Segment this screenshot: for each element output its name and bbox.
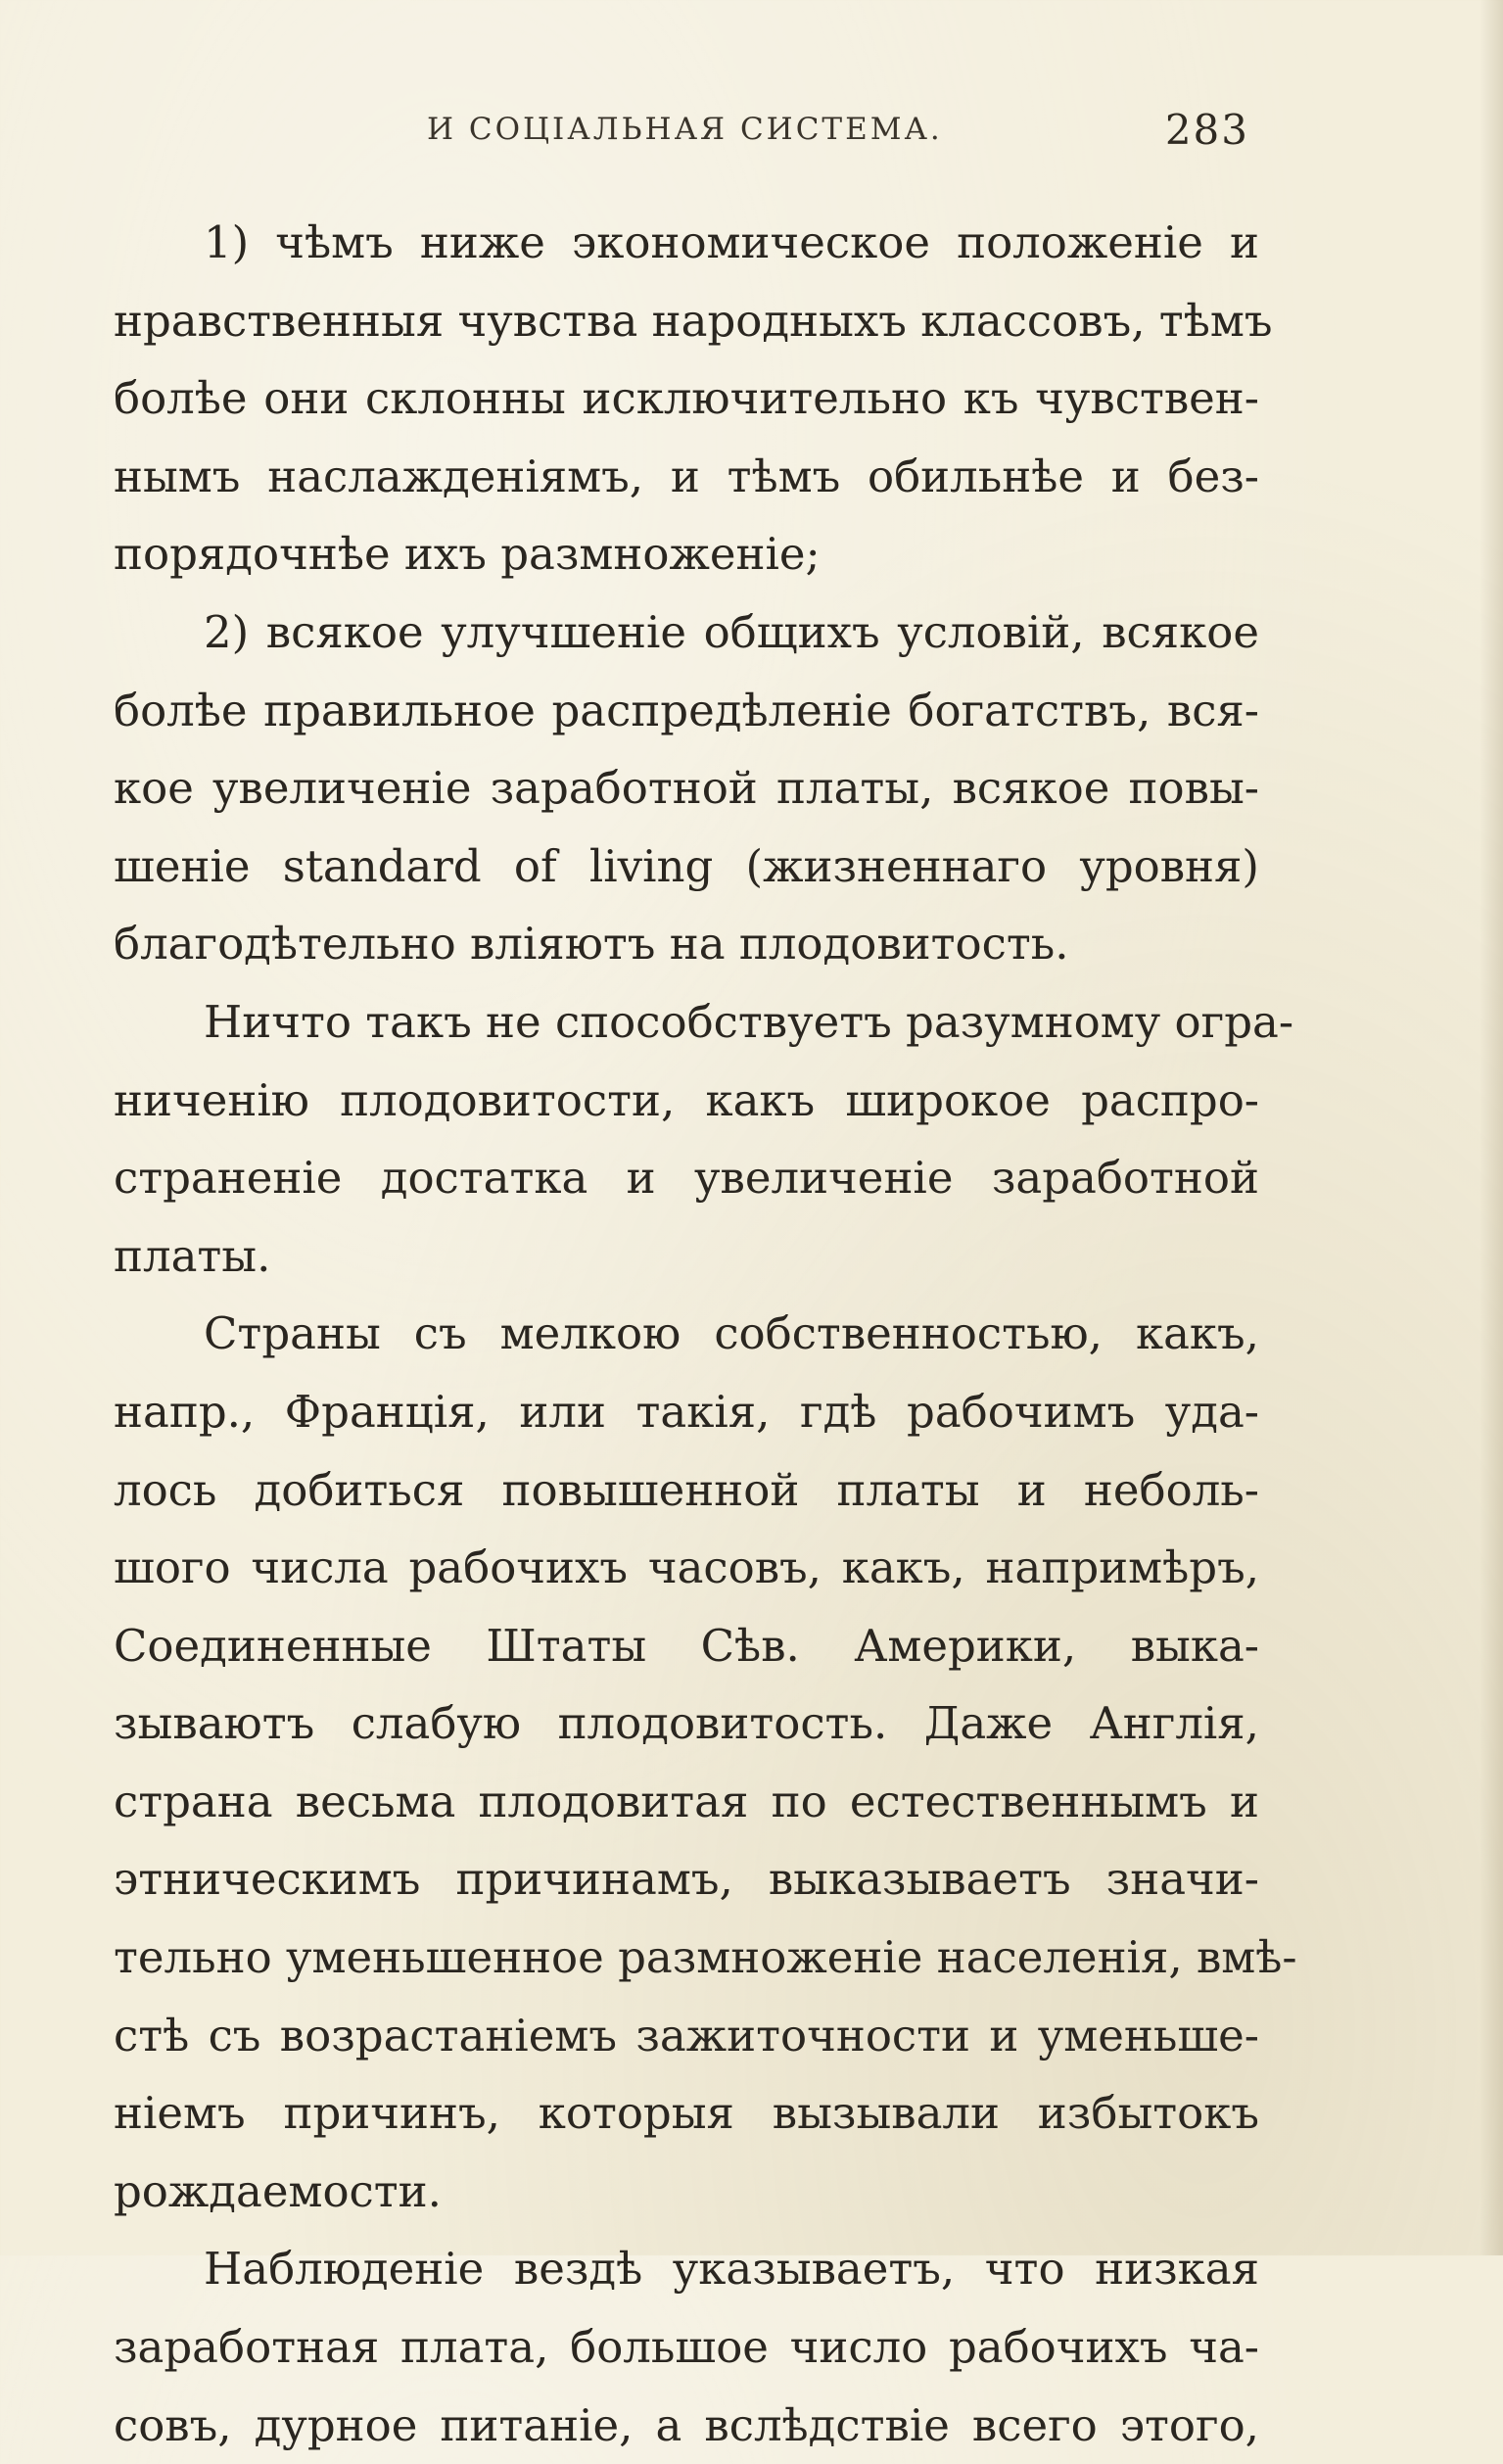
text-line: Соединенные Штаты Сѣв. Америки, выка- <box>114 1619 1259 1672</box>
text-line: благодѣтельно вліяютъ на плодовитость. <box>114 918 1069 971</box>
text-line: напр., Францiя, или такія, гдѣ рабочимъ уда- <box>114 1385 1259 1438</box>
text-line: рождаемости. <box>114 2164 442 2217</box>
text-line: тельно уменьшенное размноженіе населенія, вмѣ- <box>114 1931 1297 1984</box>
text-line: нравственныя чувства народныхъ классовъ, тѣмъ <box>114 294 1273 347</box>
text-line: заработная плата, большое число рабочихъ ча- <box>114 2321 1259 2374</box>
text-line: Наблюденіе вездѣ указываетъ, что низкая <box>204 2243 1259 2296</box>
page-number: 283 <box>1164 106 1249 154</box>
text-line: платы. <box>114 1229 271 1282</box>
text-line: болѣе правильное распредѣленіе богатствъ, вся- <box>114 684 1259 736</box>
paragraph-1 <box>114 204 1273 593</box>
text-line: 2) всякое улучшеніе общихъ условій, всякое <box>204 605 1259 658</box>
text-line: совъ, дурное питаніе, а вслѣдствіе всего этого, <box>114 2398 1259 2451</box>
text-line: 1) чѣмъ ниже экономическое положеніе и <box>204 216 1259 268</box>
paragraph-2 <box>114 593 1259 983</box>
text-line: лось добиться повышенной платы и неболь- <box>114 1463 1259 1516</box>
text-line: болѣе они склонны исключительно къ чувствен- <box>114 372 1259 425</box>
text-line: Ничто такъ не способствуетъ разумному огра- <box>204 995 1294 1048</box>
text-line: Страны съ мелкою собственностью, какъ, <box>204 1307 1259 1360</box>
running-head: И СОЦІАЛЬНАЯ СИСТЕМА. <box>427 112 943 147</box>
text-line: страненіе достатка и увеличеніе заработной <box>114 1152 1259 1205</box>
text-line: шого числа рабочихъ часовъ, какъ, напримѣръ, <box>114 1541 1259 1594</box>
text-line: ніемъ причинъ, которыя вызывали избытокъ <box>114 2087 1259 2140</box>
text-line: зываютъ слабую плодовитость. Даже Англія, <box>114 1697 1259 1750</box>
text-line: стѣ съ возрастаніемъ зажиточности и уменьше- <box>114 2009 1259 2061</box>
text-line: порядочнѣе ихъ размноженіе; <box>114 528 821 581</box>
page-header <box>114 106 1249 161</box>
text-line: шеніе standard of living (жизненнаго уровня) <box>114 839 1259 892</box>
text-line: нымъ наслажденіямъ, и тѣмъ обильнѣе и без- <box>114 450 1259 502</box>
paragraph-3 <box>114 983 1294 1295</box>
text-line: этническимъ причинамъ, выказываетъ значи- <box>114 1853 1259 1906</box>
paragraph-4 <box>114 1295 1297 2230</box>
body-text <box>114 204 1297 2464</box>
text-line: ниченію плодовитости, какъ широкое распро- <box>114 1073 1259 1126</box>
text-line: страна весьма плодовитая по естественнымъ и <box>114 1775 1259 1827</box>
page-edge-shadow <box>1480 0 1503 2255</box>
paragraph-5 <box>114 2230 1259 2464</box>
text-line: кое увеличеніе заработной платы, всякое повы- <box>114 762 1259 815</box>
